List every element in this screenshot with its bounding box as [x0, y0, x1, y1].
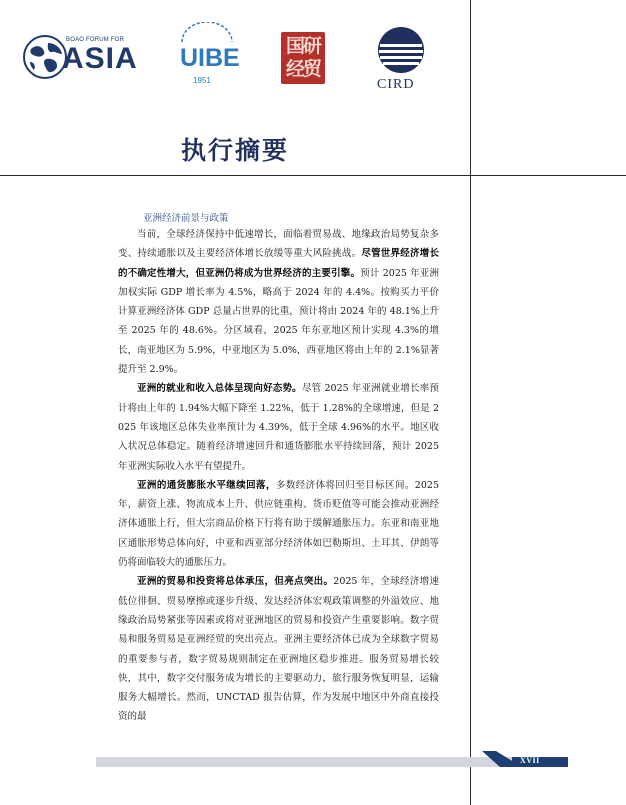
paragraph-4: 亚洲的贸易和投资将总体承压，但亮点突出。2025 年，全球经济增速低位徘徊、贸易摩擦或逐步升级、发达经济体宏观政策调整的外溢效应、地缘政治局势紧张等因素或将对亚洲地区的贸易和投资产生重要影响。数字贸易和服务贸易是亚洲经贸的突出亮点。亚洲主要经济体已成为全球数字贸易的重要参与者，数字贸易规则制定在亚洲地区稳步推进。服务贸易增长较快，其中，数字交付服务成为增长的主要驱动力，旅行服务恢复明显，运输服务大幅增长。然而，UNCTAD 报告估算，作为发展中地区中外商直接投资的最: [118, 576, 439, 723]
cird-logo: [376, 25, 426, 93]
seal-logo: [281, 32, 325, 84]
section-heading: 亚洲经济前景与政策: [143, 213, 229, 224]
footer-bar: [96, 757, 512, 767]
paragraph-2: 亚洲的就业和收入总体呈现向好态势。尽管 2025 年亚洲就业增长率预计将由上年的 1.94%大幅下降至 1.22%，低于 1.28%的全球增速，但是 2025 年该地区总体失业率预计为 4.39%，低于全球 4.96%的水平。地区收入状况总体稳定。随着经济增速回升和通货膨胀水平持续回落，预计 2025 年亚洲实际收入水平有望提升。: [118, 383, 439, 472]
paragraph-3: 亚洲的通货膨胀水平继续回落，多数经济体将回归至目标区间。2025 年，薪资上涨、物流成本上升、供应链重构、货币贬值等可能会推动亚洲经济体通胀上行，但大宗商品价格下行将有助于缓解通胀压力。东亚和南亚地区通胀形势总体向好，中亚和西亚部分经济体如巴勒斯坦、土耳其、伊朗等仍将面临较大的通胀压力。: [118, 479, 439, 569]
page-title: 执行摘要: [180, 136, 289, 165]
boao-forum-subtitle: BOAO FORUM FOR: [66, 37, 125, 43]
page-number: XVII: [520, 756, 540, 765]
cird-emblem-icon: [376, 25, 426, 75]
body-text: [118, 225, 439, 727]
paragraph-1-bold: 尽管世界经济增长的不确定性增大，但亚洲仍将成为世界经济的主要引擎。: [118, 248, 439, 279]
vertical-rule: [470, 0, 471, 805]
boao-asia-wordmark: ASIA: [62, 42, 138, 75]
uibe-wordmark: UIBE: [180, 44, 240, 72]
paragraph-4-lead: 亚洲的贸易和投资将总体承压，但亮点突出。: [137, 576, 334, 588]
uibe-arc-icon: [176, 22, 238, 46]
seal-characters: 国研经贸: [285, 35, 320, 80]
paragraph-1: 当前，全球经济保持中低速增长，面临着贸易战、地缘政治局势复杂多变、持续通胀以及主要经济体增长放缓等重大风险挑战。尽管世界经济增长的不确定性增大，但亚洲仍将成为世界经济的主要引擎。预计 2025 年亚洲加权实际 GDP 增长率为 4.5%，略高于 2024 年的 4.4%。按购买力平价计算亚洲经济体 GDP 总量占世界的比重，预计将由 2024 年的 48.1%上升至 2025 年的 48.6%。分区域看，2025 年东亚地区预计实现 4.3%的增长，南亚地区为 5.9%，中亚地区为 5.0%，西亚地区将由上年的 2.1%显著提升至 2.9%。: [118, 229, 439, 376]
uibe-founding-year: 1951: [193, 76, 211, 85]
paragraph-2-lead: 亚洲的就业和收入总体呈现向好态势。: [137, 383, 302, 395]
cird-wordmark: CIRD: [377, 77, 415, 92]
boao-forum-logo: [22, 30, 156, 84]
uibe-logo: [176, 22, 238, 90]
paragraph-3-lead: 亚洲的通货膨胀水平继续回落，: [137, 479, 276, 491]
horizontal-rule: [0, 175, 626, 176]
